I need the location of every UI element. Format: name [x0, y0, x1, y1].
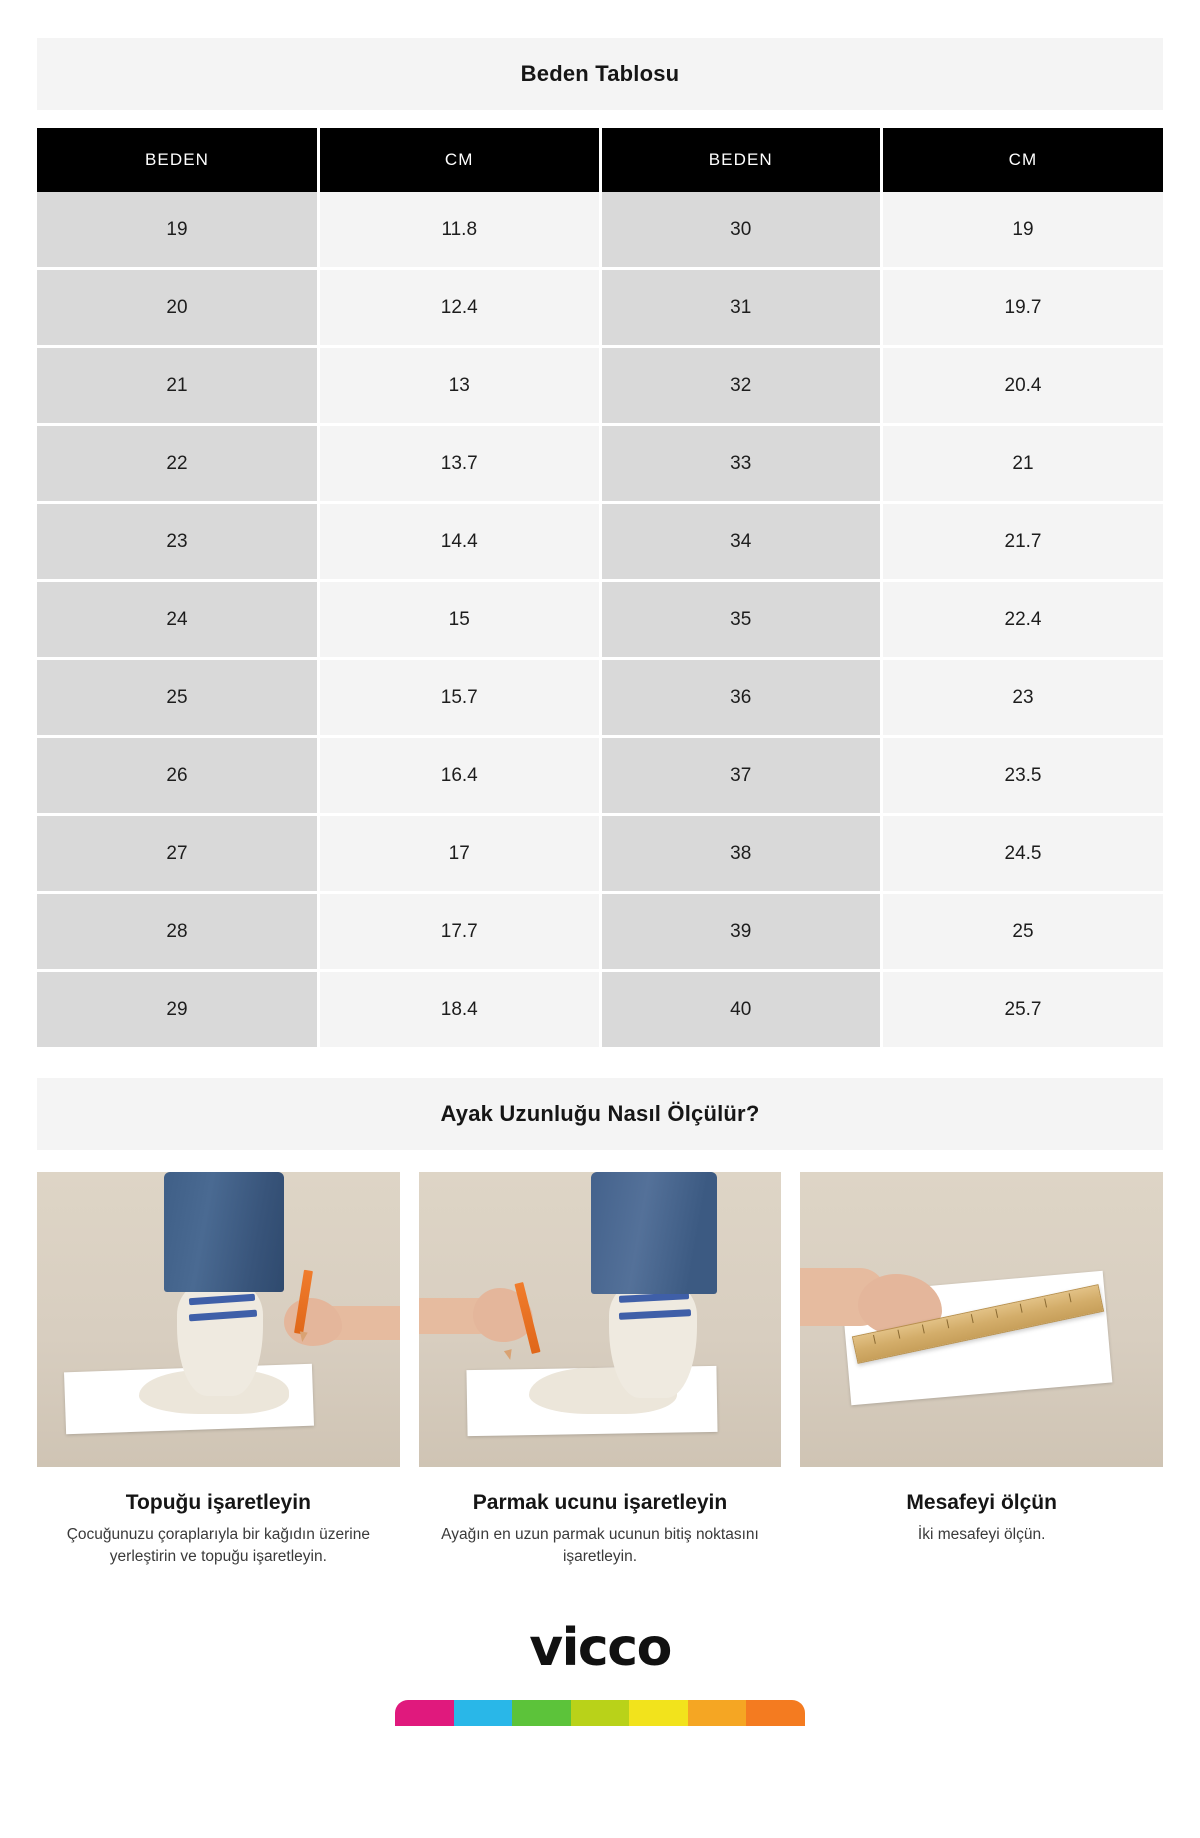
ruler-tick: [1045, 1298, 1048, 1307]
step-text: İki mesafeyi ölçün.: [917, 1526, 1046, 1543]
photo-mark-heel: [37, 1172, 400, 1467]
jeans-leg: [591, 1172, 717, 1294]
howto-step-1: [37, 1172, 400, 1568]
color-bar-segment: [629, 1700, 688, 1726]
table-cell: 28: [37, 893, 319, 971]
table-row: [37, 503, 1163, 581]
table-cell: 32: [600, 347, 882, 425]
howto-step-2: [419, 1172, 782, 1568]
footer: [0, 1618, 1200, 1726]
table-cell: 33: [600, 425, 882, 503]
table-cell: 34: [600, 503, 882, 581]
table-cell: 37: [600, 737, 882, 815]
ruler-tick: [947, 1319, 950, 1328]
color-bar-segment: [688, 1700, 747, 1726]
table-row: [37, 659, 1163, 737]
color-bar-segment: [454, 1700, 513, 1726]
howto-step-3: [800, 1172, 1163, 1568]
table-cell: 22.4: [882, 581, 1164, 659]
table-cell: 39: [600, 893, 882, 971]
table-row: [37, 815, 1163, 893]
table-cell: 21: [882, 425, 1164, 503]
column-header-beden-2: BEDEN: [600, 128, 882, 192]
table-cell: 11.8: [319, 192, 601, 269]
table-row: [37, 971, 1163, 1049]
table-cell: 38: [600, 815, 882, 893]
size-table-wrapper: [37, 128, 1163, 1050]
table-cell: 12.4: [319, 269, 601, 347]
table-cell: 18.4: [319, 971, 601, 1049]
step-text: Çocuğunuzu çoraplarıyla bir kağıdın üzerine yerleştirin ve topuğu işaretleyin.: [66, 1526, 370, 1565]
howto-title: Ayak Uzunluğu Nasıl Ölçülür?: [440, 1101, 760, 1126]
table-cell: 17: [319, 815, 601, 893]
howto-banner: [37, 1078, 1163, 1150]
table-cell: 25: [882, 893, 1164, 971]
color-bar-segment: [746, 1700, 805, 1726]
table-cell: 16.4: [319, 737, 601, 815]
step-text: Ayağın en uzun parmak ucunun bitiş noktasını işaretleyin.: [441, 1526, 759, 1565]
table-cell: 31: [600, 269, 882, 347]
brand-color-bar: [395, 1700, 805, 1726]
table-cell: 13: [319, 347, 601, 425]
table-row: [37, 581, 1163, 659]
table-cell: 19: [882, 192, 1164, 269]
jeans-leg: [164, 1172, 284, 1292]
table-cell: 17.7: [319, 893, 601, 971]
table-cell: 24: [37, 581, 319, 659]
table-cell: 20.4: [882, 347, 1164, 425]
color-bar-segment: [571, 1700, 630, 1726]
step-title: Topuğu işaretleyin: [125, 1491, 311, 1514]
photo-measure-distance: [800, 1172, 1163, 1467]
table-cell: 27: [37, 815, 319, 893]
table-cell: 19: [37, 192, 319, 269]
color-bar-segment: [395, 1700, 454, 1726]
brand-logo: vicco: [529, 1618, 671, 1678]
table-cell: 21: [37, 347, 319, 425]
size-table-head: [37, 128, 1163, 192]
table-cell: 40: [600, 971, 882, 1049]
ruler-tick: [873, 1335, 876, 1344]
table-cell: 24.5: [882, 815, 1164, 893]
table-row: [37, 347, 1163, 425]
table-cell: 14.4: [319, 503, 601, 581]
size-table: [37, 128, 1163, 1050]
table-cell: 23: [882, 659, 1164, 737]
table-cell: 23.5: [882, 737, 1164, 815]
ruler-tick: [971, 1314, 974, 1323]
table-cell: 29: [37, 971, 319, 1049]
table-cell: 35: [600, 581, 882, 659]
table-cell: 20: [37, 269, 319, 347]
size-guide-page: [0, 38, 1200, 1838]
table-cell: 13.7: [319, 425, 601, 503]
ruler-tick: [1069, 1293, 1072, 1302]
color-bar-segment: [512, 1700, 571, 1726]
page-title: Beden Tablosu: [520, 61, 680, 86]
column-header-beden-1: BEDEN: [37, 128, 319, 192]
howto-steps: [37, 1150, 1163, 1568]
table-row: [37, 192, 1163, 269]
pencil-tip-icon: [504, 1349, 514, 1361]
step-title: Parmak ucunu işaretleyin: [472, 1491, 728, 1514]
size-table-body: [37, 192, 1163, 1049]
table-row: [37, 737, 1163, 815]
photo-mark-toe: [419, 1172, 782, 1467]
table-row: [37, 269, 1163, 347]
table-row: [37, 425, 1163, 503]
pencil-tip-icon: [298, 1331, 307, 1342]
table-cell: 22: [37, 425, 319, 503]
table-header-row: [37, 128, 1163, 192]
table-cell: 19.7: [882, 269, 1164, 347]
table-cell: 25: [37, 659, 319, 737]
table-cell: 15: [319, 581, 601, 659]
column-header-cm-2: CM: [882, 128, 1164, 192]
ruler-tick: [996, 1309, 999, 1318]
table-cell: 36: [600, 659, 882, 737]
table-cell: 21.7: [882, 503, 1164, 581]
ruler-tick: [922, 1324, 925, 1333]
column-header-cm-1: CM: [319, 128, 601, 192]
ruler-tick: [1020, 1304, 1023, 1313]
table-cell: 25.7: [882, 971, 1164, 1049]
ruler-tick: [898, 1330, 901, 1339]
table-cell: 30: [600, 192, 882, 269]
table-row: [37, 893, 1163, 971]
step-title: Mesafeyi ölçün: [906, 1491, 1057, 1514]
table-cell: 23: [37, 503, 319, 581]
table-cell: 15.7: [319, 659, 601, 737]
size-table-banner: [37, 38, 1163, 110]
table-cell: 26: [37, 737, 319, 815]
